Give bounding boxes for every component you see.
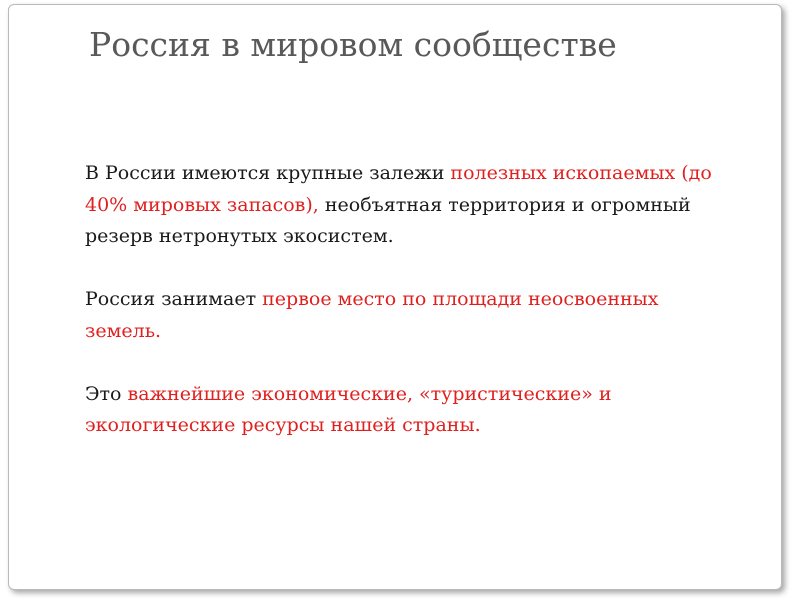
paragraph-land [85,284,725,347]
highlighted-text: важнейшие экономические, «туристические» и экологические ресурсы нашей страны. [85,382,612,436]
text-segment: Россия занимает [85,288,263,310]
paragraph-minerals [85,158,725,253]
text-segment: необъятная территория и огромный резерв нетронутых экосистем. [85,193,691,247]
slide [8,4,782,590]
highlighted-text: первое место по площади неосвоенных земель. [85,288,659,342]
slide-title: Россия в мировом сообществе [89,25,617,64]
highlighted-text: полезных ископаемых (до 40% мировых запасов), [85,162,712,216]
paragraph-resources [85,379,725,442]
slide-body [85,158,725,473]
text-segment: В России имеются крупные залежи [85,162,451,184]
text-segment: Это [85,382,128,405]
